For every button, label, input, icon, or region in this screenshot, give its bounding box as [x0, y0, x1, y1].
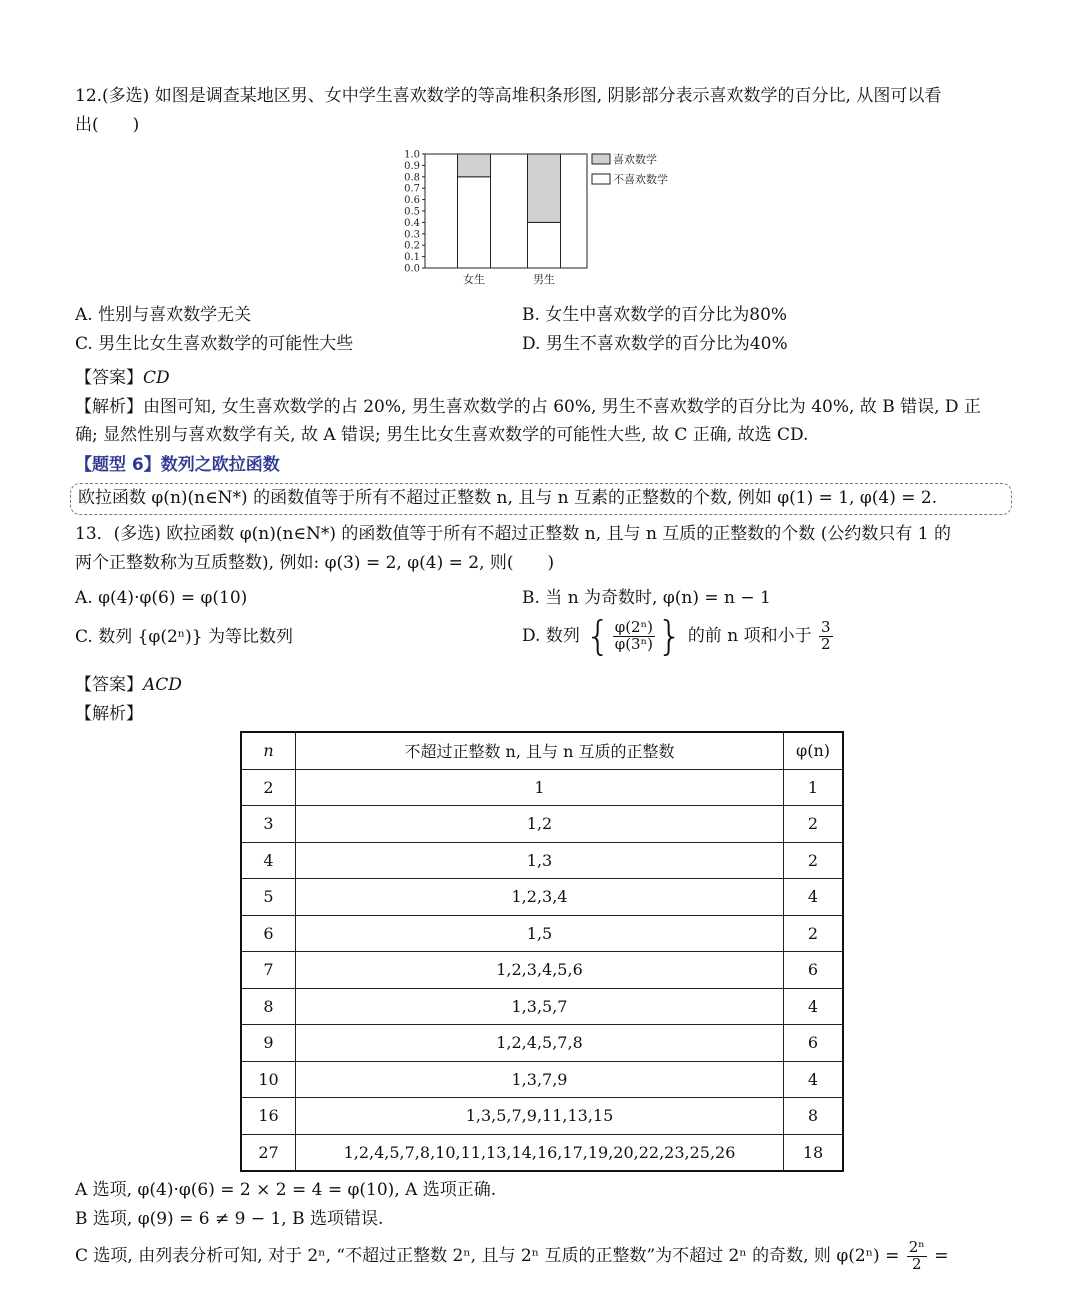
left-brace: {	[585, 613, 611, 660]
q13-answer	[75, 671, 182, 699]
ratio-denominator: φ(3ⁿ)	[614, 635, 653, 653]
header-coprime: 不超过正整数 n, 且与 n 互质的正整数	[296, 732, 784, 769]
answer-label: 【答案】	[75, 368, 143, 388]
cell-phi: 2	[784, 842, 844, 879]
solution-b: B 选项, φ(9) = 6 ≠ 9 − 1, B 选项错误.	[75, 1209, 384, 1229]
cell-phi: 4	[784, 1061, 844, 1098]
answer-label: 【答案】	[75, 675, 143, 695]
solution-c-tail: =	[934, 1246, 949, 1266]
legend-label: 喜欢数学	[613, 153, 657, 166]
table-row	[241, 952, 843, 989]
q13-option-c[interactable]: C. 数列 {φ(2ⁿ)} 为等比数列	[75, 627, 293, 647]
legend-swatch	[592, 154, 610, 164]
y-tick-label: 0.6	[404, 195, 420, 207]
q12-option-c[interactable]: C. 男生比女生喜欢数学的可能性大些	[75, 334, 354, 354]
table-row	[241, 1061, 843, 1098]
cell-coprime-list: 1,3,7,9	[296, 1061, 784, 1098]
solution-c-fraction	[907, 1240, 927, 1273]
fraction-numerator: 2ⁿ	[908, 1238, 925, 1257]
y-tick-label: 0.8	[404, 172, 420, 184]
cell-coprime-list: 1,3	[296, 842, 784, 879]
q13-option-d[interactable]	[522, 612, 835, 660]
table-row	[241, 842, 843, 879]
solution-c-text: C 选项, 由列表分析可知, 对于 2ⁿ, “不超过正整数 2ⁿ, 且与 2ⁿ 互质的正整数”为不超过 2ⁿ 的奇数, 则 φ(2ⁿ) =	[75, 1246, 900, 1266]
table-row	[241, 915, 843, 952]
bound-fraction	[819, 620, 833, 653]
table-row	[241, 769, 843, 806]
cell-phi: 8	[784, 1098, 844, 1135]
section-title: 【题型 6】数列之欧拉函数	[75, 455, 280, 475]
cell-phi: 4	[784, 879, 844, 916]
q13-stem-line1: 13．(多选) 欧拉函数 φ(n)(n∈N*) 的函数值等于所有不超过正整数 n, 且与 n 互质的正整数的个数 (公约数只有 1 的	[75, 524, 951, 544]
cell-coprime-list: 1,2,4,5,7,8,10,11,13,14,16,17,19,20,22,23,25,26	[296, 1134, 784, 1171]
bar-segment	[528, 222, 561, 268]
bound-numerator: 3	[820, 618, 831, 637]
q13-stem-line2: 两个正整数称为互质整数), 例如: φ(3) = 2, φ(4) = 2, 则( )	[75, 553, 555, 573]
y-tick-label: 0.1	[404, 252, 420, 264]
header-phi: φ(n)	[784, 732, 844, 769]
chart-legend	[592, 152, 668, 186]
q12-stem-line2: 出( )	[75, 115, 140, 135]
q12-option-a[interactable]: A. 性别与喜欢数学无关	[75, 305, 252, 325]
q12-answer	[75, 364, 170, 392]
cell-n: 4	[241, 842, 296, 879]
table-row	[241, 1134, 843, 1171]
cell-phi: 1	[784, 769, 844, 806]
header-n: n	[241, 732, 296, 769]
cell-coprime-list: 1	[296, 769, 784, 806]
cell-n: 16	[241, 1098, 296, 1135]
y-tick-label: 0.2	[404, 240, 420, 252]
solution-c	[75, 1232, 948, 1280]
legend-swatch	[592, 174, 610, 184]
table-row	[241, 879, 843, 916]
cell-coprime-list: 1,3,5,7	[296, 988, 784, 1025]
ratio-fraction	[613, 620, 655, 653]
bar-segment	[458, 154, 491, 177]
cell-coprime-list: 1,2	[296, 806, 784, 843]
table-row	[241, 806, 843, 843]
cell-n: 5	[241, 879, 296, 916]
x-category-label: 女生	[463, 273, 485, 286]
table-row	[241, 1025, 843, 1062]
bar-segment	[528, 154, 561, 222]
cell-n: 8	[241, 988, 296, 1025]
fraction-denominator: 2	[911, 1255, 922, 1273]
option-d-suffix: 的前 n 项和小于	[687, 626, 812, 646]
q12-analysis-line2: 确; 显然性别与喜欢数学有关, 故 A 错误; 男生比女生喜欢数学的可能性大些, 故 C 正确, 故选 CD.	[75, 425, 809, 445]
cell-coprime-list: 1,2,4,5,7,8	[296, 1025, 784, 1062]
chart-bars	[458, 154, 561, 286]
cell-n: 7	[241, 952, 296, 989]
solution-a: A 选项, φ(4)·φ(6) = 2 × 2 = 4 = φ(10), A 选项正确.	[75, 1180, 497, 1200]
euler-table	[240, 731, 844, 1172]
right-brace: }	[656, 613, 683, 660]
stacked-bar-chart	[390, 142, 700, 292]
x-category-label: 男生	[533, 273, 555, 286]
y-tick-label: 0.7	[404, 183, 420, 195]
q12-option-d[interactable]: D. 男生不喜欢数学的百分比为40%	[522, 334, 788, 354]
cell-phi: 18	[784, 1134, 844, 1171]
cell-n: 27	[241, 1134, 296, 1171]
cell-phi: 6	[784, 1025, 844, 1062]
cell-n: 6	[241, 915, 296, 952]
cell-phi: 2	[784, 915, 844, 952]
table-row	[241, 1098, 843, 1135]
euler-definition: 欧拉函数 φ(n)(n∈N*) 的函数值等于所有不超过正整数 n, 且与 n 互素的正整数的个数, 例如 φ(1) = 1, φ(4) = 2.	[78, 488, 938, 508]
bound-denominator: 2	[820, 635, 831, 653]
option-d-prefix: D. 数列	[522, 626, 580, 646]
y-tick-label: 0.4	[404, 217, 420, 229]
cell-phi: 2	[784, 806, 844, 843]
cell-n: 3	[241, 806, 296, 843]
table-row	[241, 988, 843, 1025]
table-header-row	[241, 732, 843, 769]
bar-segment	[458, 177, 491, 268]
ratio-numerator: φ(2ⁿ)	[614, 618, 653, 637]
answer-value: ACD	[143, 675, 182, 695]
q13-analysis-label: 【解析】	[75, 704, 143, 724]
cell-n: 2	[241, 769, 296, 806]
legend-label: 不喜欢数学	[613, 173, 668, 186]
cell-coprime-list: 1,5	[296, 915, 784, 952]
q13-option-a[interactable]: A. φ(4)·φ(6) = φ(10)	[75, 588, 248, 608]
cell-coprime-list: 1,3,5,7,9,11,13,15	[296, 1098, 784, 1135]
cell-phi: 6	[784, 952, 844, 989]
answer-value: CD	[143, 368, 170, 388]
cell-n: 9	[241, 1025, 296, 1062]
y-tick-label: 0.9	[404, 160, 420, 172]
q12-stem-line1: 12.(多选) 如图是调查某地区男、女中学生喜欢数学的等高堆积条形图, 阴影部分表示喜欢数学的百分比, 从图可以看	[75, 86, 942, 106]
y-tick-label: 0.5	[404, 206, 420, 218]
q13-option-b[interactable]: B. 当 n 为奇数时, φ(n) = n − 1	[522, 588, 771, 608]
y-tick-label: 1.0	[404, 149, 420, 161]
cell-phi: 4	[784, 988, 844, 1025]
cell-coprime-list: 1,2,3,4	[296, 879, 784, 916]
y-tick-label: 0.3	[404, 229, 420, 241]
q12-analysis-line1: 【解析】由图可知, 女生喜欢数学的占 20%, 男生喜欢数学的占 60%, 男生不喜欢数学的百分比为 40%, 故 B 错误, D 正	[75, 397, 981, 417]
y-tick-label: 0.0	[404, 263, 420, 275]
cell-n: 10	[241, 1061, 296, 1098]
cell-coprime-list: 1,2,3,4,5,6	[296, 952, 784, 989]
plot-frame	[425, 154, 587, 268]
q12-option-b[interactable]: B. 女生中喜欢数学的百分比为80%	[522, 305, 788, 325]
